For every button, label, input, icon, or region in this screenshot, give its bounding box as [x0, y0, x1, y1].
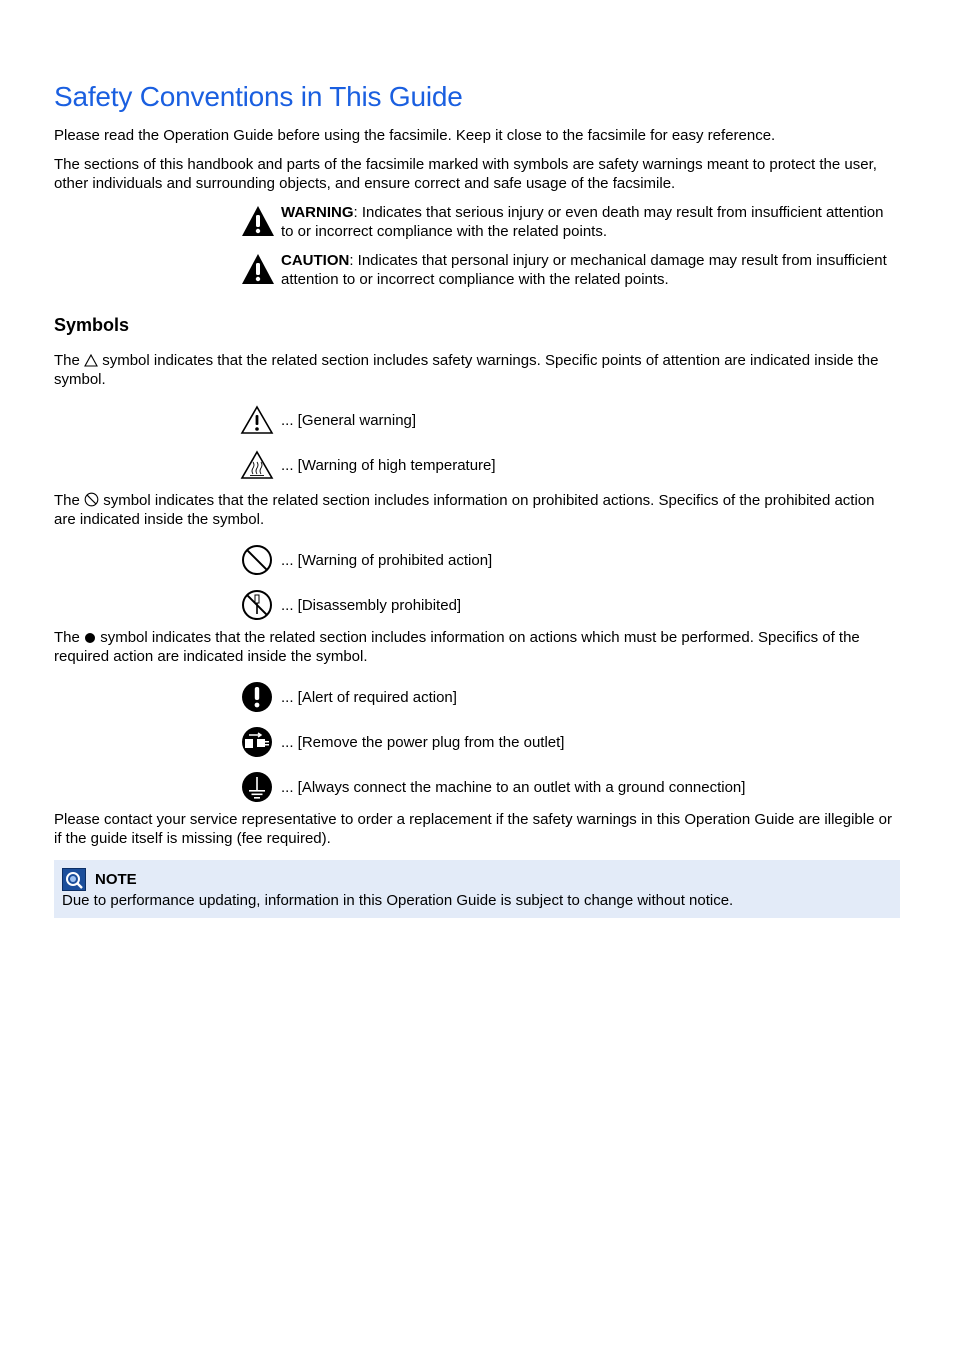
- ground-connection-icon: [240, 770, 274, 804]
- symbol-label-disassembly-prohibited: ... [Disassembly prohibited]: [281, 596, 462, 614]
- symbol-label-high-temperature: ... [Warning of high temperature]: [281, 456, 496, 474]
- warning-label: WARNING: [281, 204, 354, 221]
- disassembly-prohibited-icon: [240, 588, 274, 622]
- symbol-label-ground-connection: ... [Always connect the machine to an outlet with a ground connection]: [281, 778, 746, 796]
- triangle-para-pre: The: [54, 352, 80, 369]
- warning-definition: [240, 203, 900, 241]
- symbol-label-general-warning: ... [General warning]: [281, 411, 417, 429]
- prohibited-action-icon: [240, 543, 274, 577]
- filled-circle-icon: [84, 632, 96, 644]
- prohibit-symbol-paragraph: [54, 491, 900, 529]
- intro-paragraph: Please read the Operation Guide before using the facsimile. Keep it close to the facsimile for easy reference.: [54, 127, 776, 144]
- symbol-label-prohibited-action: ... [Warning of prohibited action]: [281, 551, 493, 569]
- warning-triangle-icon: [240, 203, 276, 239]
- prohibited-inline-icon: [84, 492, 99, 507]
- note-label: NOTE: [95, 871, 137, 888]
- note-text: Due to performance updating, information in this Operation Guide is subject to change without notice.: [62, 892, 734, 909]
- symbol-label-required-action: ... [Alert of required action]: [281, 688, 457, 706]
- symbol-row-general-warning: [240, 403, 416, 437]
- symbol-row-disassembly-prohibited: [240, 588, 461, 622]
- caution-text: : Indicates that personal injury or mechanical damage may result from insufficient attention to or incorrect compliance with the related points.: [281, 252, 887, 288]
- required-symbol-paragraph: [54, 628, 900, 666]
- remove-plug-icon: [240, 725, 274, 759]
- warning-text: : Indicates that serious injury or even death may result from insufficient attention to or incorrect compliance with the related points.: [281, 204, 884, 240]
- note-box: [54, 860, 900, 918]
- required-para-pre: The: [54, 629, 80, 646]
- caution-definition: [240, 251, 900, 289]
- symbol-row-ground-connection: [240, 770, 745, 804]
- symbol-label-remove-plug: ... [Remove the power plug from the outlet]: [281, 733, 565, 751]
- prohibit-para-pre: The: [54, 492, 80, 509]
- symbol-row-prohibited-action: [240, 543, 492, 577]
- outline-triangle-icon: [84, 354, 98, 367]
- high-temperature-icon: [240, 448, 274, 482]
- required-para-post: symbol indicates that the related section includes information on actions which must be performed. Specifics of the required action are indicated inside the symbol.: [54, 629, 860, 665]
- triangle-symbol-paragraph: [54, 351, 900, 389]
- caution-label: CAUTION: [281, 252, 350, 269]
- symbols-heading: Symbols: [54, 315, 130, 335]
- triangle-para-post: symbol indicates that the related section includes safety warnings. Specific points of attention are indicated inside the symbol.: [54, 352, 879, 388]
- contact-paragraph: Please contact your service representative to order a replacement if the safety warnings in this Operation Guide are illegible or if the guide itself is missing (fee required).: [54, 811, 892, 847]
- symbols-intro-paragraph: The sections of this handbook and parts of the facsimile marked with symbols are safety warnings meant to protect the user, other individuals and surrounding objects, and ensure correct and safe usage of the facsimile.: [54, 156, 877, 192]
- symbol-row-remove-plug: [240, 725, 564, 759]
- caution-triangle-icon: [240, 251, 276, 287]
- symbol-row-required-action: [240, 680, 457, 714]
- required-action-icon: [240, 680, 274, 714]
- note-icon: [62, 868, 86, 891]
- page-title: Safety Conventions in This Guide: [54, 81, 463, 112]
- prohibit-para-post: symbol indicates that the related section includes information on prohibited actions. Specifics of the prohibited action are indicated inside the symbol.: [54, 492, 875, 528]
- general-warning-icon: [240, 403, 274, 437]
- note-header: [62, 868, 137, 891]
- symbol-row-high-temperature: [240, 448, 496, 482]
